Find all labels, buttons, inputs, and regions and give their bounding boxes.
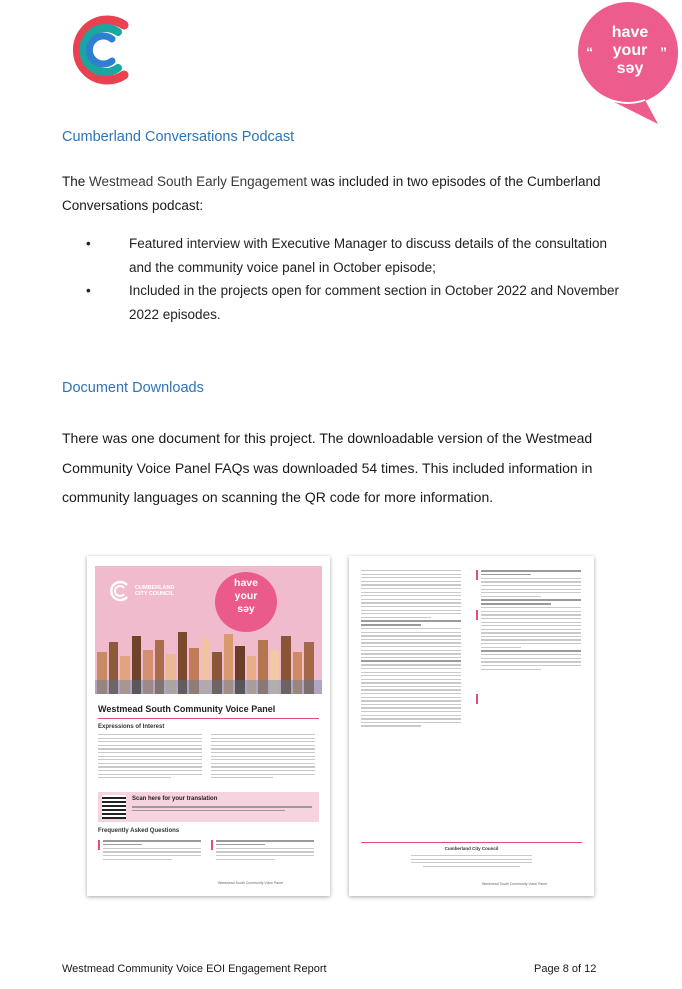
faq-accent: [476, 610, 478, 620]
translation-box: [98, 792, 319, 822]
faq-page-1-thumbnail: [87, 556, 330, 896]
page-footer-text: Westmead South Community Voice Panel: [482, 882, 547, 886]
report-title-footer: Westmead Community Voice EOI Engagement Report: [62, 963, 327, 975]
faq-accent: [211, 840, 213, 850]
panel-title: Westmead South Community Voice Panel: [98, 704, 276, 714]
bullet-icon: •: [86, 283, 91, 298]
page-number: Page 8 of 12: [534, 963, 597, 975]
faq-col-left: [103, 840, 201, 862]
council-name: Cumberland City Council: [444, 846, 499, 851]
bullet-icon: •: [86, 236, 91, 251]
have-your-say-text: have your səy: [611, 24, 649, 77]
council-logo: [109, 580, 175, 602]
podcast-intro: [62, 170, 622, 217]
faq-page-2-thumbnail: [349, 556, 594, 896]
bullet-text: Included in the projects open for comment section in October 2022 and November 2022 episodes.: [129, 283, 620, 322]
text-column-right: [211, 734, 315, 781]
raised-hands-image: [95, 622, 322, 694]
faq-accent: [476, 694, 478, 704]
list-item: [62, 279, 622, 326]
badge-text: have your səy: [234, 577, 258, 615]
banner: [95, 566, 322, 694]
text-column-right: [481, 570, 581, 672]
downloads-heading: Document Downloads: [62, 380, 204, 396]
eoi-heading: Expressions of Interest: [98, 724, 165, 730]
intro-post: was included in two episodes of the Cumberland Conversations podcast:: [62, 174, 601, 213]
footer-rule: [361, 842, 582, 843]
intro-pre: The: [62, 174, 90, 189]
bullet-text: Featured interview with Executive Manager to discuss details of the consultation and the community voice panel in October episode;: [129, 236, 607, 275]
title-rule: [98, 718, 319, 719]
faq-col-right: [216, 840, 314, 862]
podcast-heading: Cumberland Conversations Podcast: [62, 129, 295, 145]
faq-accent: [98, 840, 100, 850]
qr-code-icon: [102, 795, 126, 819]
text-column-left: [361, 570, 461, 729]
svg-text:“: “: [586, 44, 593, 60]
faq-heading: Frequently Asked Questions: [98, 828, 180, 834]
podcast-bullet-list: [62, 232, 622, 326]
cumberland-logo: [66, 5, 134, 95]
project-name: Westmead South Early Engagement: [89, 174, 308, 189]
faq-accent: [476, 570, 478, 580]
translation-lines: [132, 806, 312, 814]
list-item: [62, 232, 622, 279]
page-footer-text: Westmead South Community Voice Panel: [218, 881, 283, 885]
qr-title: Scan here for your translation: [132, 796, 218, 802]
have-your-say-logo: [570, 2, 682, 126]
svg-text:”: ”: [660, 44, 667, 60]
council-contact-lines: [411, 855, 532, 869]
text-column-left: [98, 734, 202, 781]
downloads-body: There was one document for this project. The downloadable version of the Westmead Community Voice Panel FAQs was downloaded 54 times. This included information in community languages on scanning the QR code for more information.: [62, 430, 593, 505]
c-logo-icon: [109, 580, 131, 602]
council-name: CUMBERLAND CITY COUNCIL: [135, 584, 175, 597]
